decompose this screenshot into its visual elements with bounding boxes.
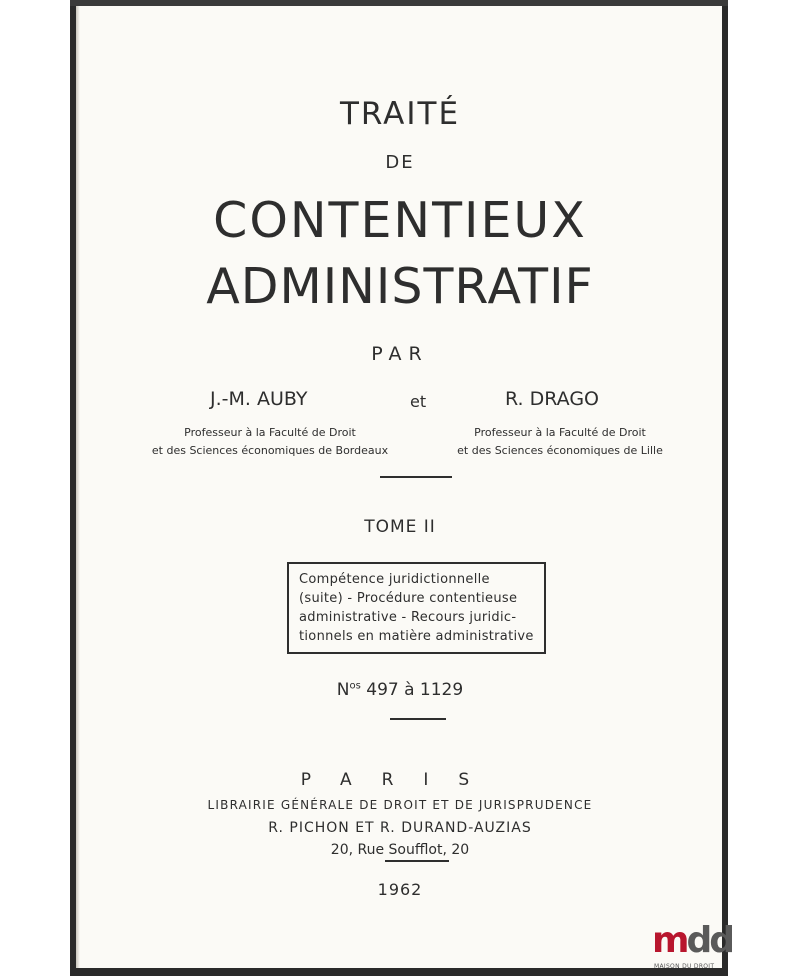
book-edge-bottom <box>70 968 728 976</box>
logo-dd: dd <box>686 920 733 961</box>
contents-line: tionnels en matière administrative <box>299 629 534 644</box>
numbers-superscript: os <box>349 680 361 692</box>
divider-rule <box>380 476 452 478</box>
publication-year: 1962 <box>377 880 423 899</box>
logo-m: m <box>652 920 687 961</box>
imprint-city: PARIS <box>300 770 500 790</box>
imprint-address: 20, Rue Soufflot, 20 <box>330 842 470 858</box>
affiliation-drago-line1: Professeur à la Faculté de Droit <box>474 426 646 439</box>
logo-tagline: MAISON DU DROIT <box>654 963 715 970</box>
mdd-logo <box>652 920 733 970</box>
title-line-de: DE <box>385 152 415 173</box>
section-numbers <box>80 680 720 700</box>
numbers-prefix: N <box>336 680 350 700</box>
title-line-contentieux: CONTENTIEUX <box>213 192 587 249</box>
author-auby: J.-M. AUBY <box>210 388 308 410</box>
imprint-publisher: R. PICHON ET R. DURAND-AUZIAS <box>268 820 532 836</box>
contents-line: (suite) - Procédure contentieuse <box>299 591 518 606</box>
book-edge-right <box>722 0 728 976</box>
title-line-administratif: ADMINISTRATIF <box>206 258 594 315</box>
contents-line: administrative - Recours juridic- <box>299 610 517 625</box>
affiliation-drago-line2: et des Sciences économiques de Lille <box>457 444 663 457</box>
contents-box <box>287 562 546 654</box>
volume-label: TOME II <box>364 517 436 537</box>
numbers-range: 497 à 1129 <box>366 680 464 700</box>
divider-rule <box>385 860 449 862</box>
title-line-traite: TRAITÉ <box>339 96 461 132</box>
contents-line: Compétence juridictionnelle <box>299 572 490 587</box>
affiliation-auby-line2: et des Sciences économiques de Bordeaux <box>151 444 389 457</box>
affiliation-auby-line1: Professeur à la Faculté de Droit <box>184 426 356 439</box>
affiliation-drago <box>450 424 670 460</box>
author-conjunction: et <box>410 392 427 411</box>
divider-rule <box>390 718 446 720</box>
by-label: PAR <box>371 343 429 365</box>
imprint-library: LIBRAIRIE GÉNÉRALE DE DROIT ET DE JURISPRUDENCE <box>207 798 593 812</box>
affiliation-auby <box>150 424 390 460</box>
logo-wordmark <box>652 920 732 961</box>
author-drago: R. DRAGO <box>505 388 600 410</box>
